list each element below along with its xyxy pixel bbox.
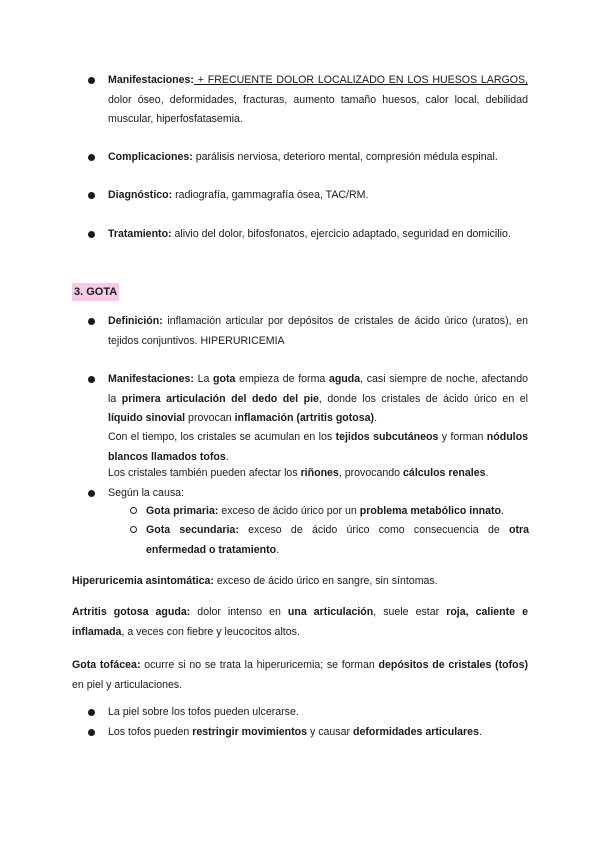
text-run: La (193, 373, 214, 385)
bullet-icon (88, 77, 95, 84)
gota-tofacea-label: Gota tofácea: (72, 659, 141, 671)
bold-run: riñones (300, 467, 339, 479)
text-run: exceso de ácido úrico por un (218, 505, 360, 517)
gota-secundaria-item (146, 521, 529, 560)
text-run: exceso de ácido úrico en sangre, sin síntomas. (213, 575, 438, 587)
gota-primaria-label: Gota primaria: (146, 505, 219, 517)
tratamiento-label: Tratamiento: (108, 228, 172, 240)
tratamiento-item (108, 225, 538, 245)
manifestaciones-text: dolor óseo, deformidades, fracturas, aumento tamaño huesos, calor local, debilidad muscular, hiperfosfatasemia. (108, 93, 528, 125)
text-run: , a veces con fiebre y leucocitos altos. (121, 625, 300, 638)
text-run: exceso de ácido úrico como consecuencia de (238, 524, 509, 536)
complicaciones-text: parálisis nerviosa, deterioro mental, compresión médula espinal. (192, 151, 498, 163)
diagnostico-text: radiografía, gammagrafía ósea, TAC/RM. (172, 189, 369, 201)
bold-run: líquido sinovial (108, 412, 186, 424)
bold-run: problema metabólico innato (359, 505, 502, 517)
bullet-icon (88, 318, 95, 325)
rinones-paragraph (108, 464, 528, 484)
text-run: , provocando (338, 467, 404, 479)
bold-run: primera articulación del dedo del pie (121, 392, 319, 405)
text-run: y forman (438, 431, 487, 443)
bold-run: cálculos renales (403, 467, 486, 479)
bold-run: otra enfermedad o tratamiento (146, 524, 530, 556)
text-run: Con el tiempo, los cristales se acumulan en los (108, 431, 336, 443)
text-run: Los cristales también pueden afectar los (108, 467, 301, 479)
bold-run: deformidades articulares (352, 726, 479, 738)
manifestaciones-label: Manifestaciones: (108, 74, 194, 86)
bullet-icon (88, 709, 95, 716)
bullet-icon (88, 376, 95, 383)
circle-bullet-icon (130, 507, 137, 514)
text-run: empieza de forma (235, 373, 329, 385)
bold-run: gota (213, 373, 236, 385)
bullet-icon (88, 154, 95, 161)
gota-tofacea-paragraph (72, 656, 528, 695)
segun-causa-item: Según la causa: (108, 487, 184, 499)
complicaciones-item (108, 148, 528, 168)
artritis-label: Artritis gotosa aguda: (72, 606, 191, 618)
bullet-icon (88, 729, 95, 736)
gota-manifestaciones-label: Manifestaciones: (108, 373, 194, 385)
text-run: , donde los cristales de ácido úrico en el (318, 392, 528, 405)
text-run: . (225, 450, 229, 463)
definicion-item (108, 312, 528, 351)
bold-run: roja, caliente e inflamada (72, 606, 528, 638)
tofos-restringir-item (108, 723, 528, 743)
tratamiento-text: alivio del dolor, bifosfonatos, ejercicio adaptado, seguridad en domicilio. (171, 228, 511, 240)
text-run: . (501, 505, 504, 517)
text-run: en piel y articulaciones. (72, 678, 183, 691)
text-run: . (276, 543, 280, 556)
text-run: , casi siempre de noche, afectando la (108, 373, 528, 405)
bold-run: nódulos blancos llamados tofos (108, 431, 528, 463)
tofos-paragraph (108, 428, 528, 467)
manifestaciones-item (108, 71, 528, 130)
tofos-ulcera-item: La piel sobre los tofos pueden ulcerarse. (108, 706, 299, 718)
bold-run: tejidos subcutáneos (335, 431, 439, 443)
bold-run: depósitos de cristales (tofos) (378, 659, 529, 671)
text-run: dolor intenso en (190, 606, 288, 618)
text-run: ocurre si no se trata la hiperuricemia; se forman (140, 659, 379, 671)
complicaciones-label: Complicaciones: (108, 151, 193, 163)
text-run: , suele estar (373, 606, 447, 618)
text-run: y causar (307, 726, 353, 738)
text-run: Los tofos pueden (108, 726, 193, 738)
gota-primaria-item (146, 502, 530, 522)
section-heading-gota: 3. GOTA (72, 283, 119, 301)
bullet-icon (88, 231, 95, 238)
text-run: provocan (185, 412, 235, 424)
hiperuricemia-paragraph (72, 572, 532, 592)
bold-run: inflamación (artritis gotosa) (234, 412, 375, 424)
text-run: . (478, 726, 482, 738)
definicion-label: Definición: (108, 315, 163, 327)
text-run: . (485, 467, 489, 479)
manifestaciones-emphasis: + FRECUENTE DOLOR LOCALIZADO EN LOS HUESOS LARGOS, (193, 74, 528, 86)
diagnostico-label: Diagnóstico: (108, 189, 173, 201)
bold-run: una articulación (287, 606, 374, 618)
hiperuricemia-label: Hiperuricemia asintomática: (72, 575, 214, 587)
bold-run: aguda (328, 373, 361, 385)
artritis-gotosa-paragraph (72, 603, 528, 642)
gota-secundaria-label: Gota secundaria: (146, 524, 239, 536)
bullet-icon (88, 192, 95, 199)
gota-manifestaciones-item (108, 370, 528, 429)
bullet-icon (88, 490, 95, 497)
circle-bullet-icon (130, 526, 137, 533)
definicion-text: inflamación articular por depósitos de cristales de ácido úrico (uratos), en tejidos conjuntivos. HIPERURICEMIA (108, 315, 528, 347)
diagnostico-item (108, 186, 528, 206)
bold-run: restringir movimientos (192, 726, 308, 738)
text-run: . (374, 412, 378, 424)
